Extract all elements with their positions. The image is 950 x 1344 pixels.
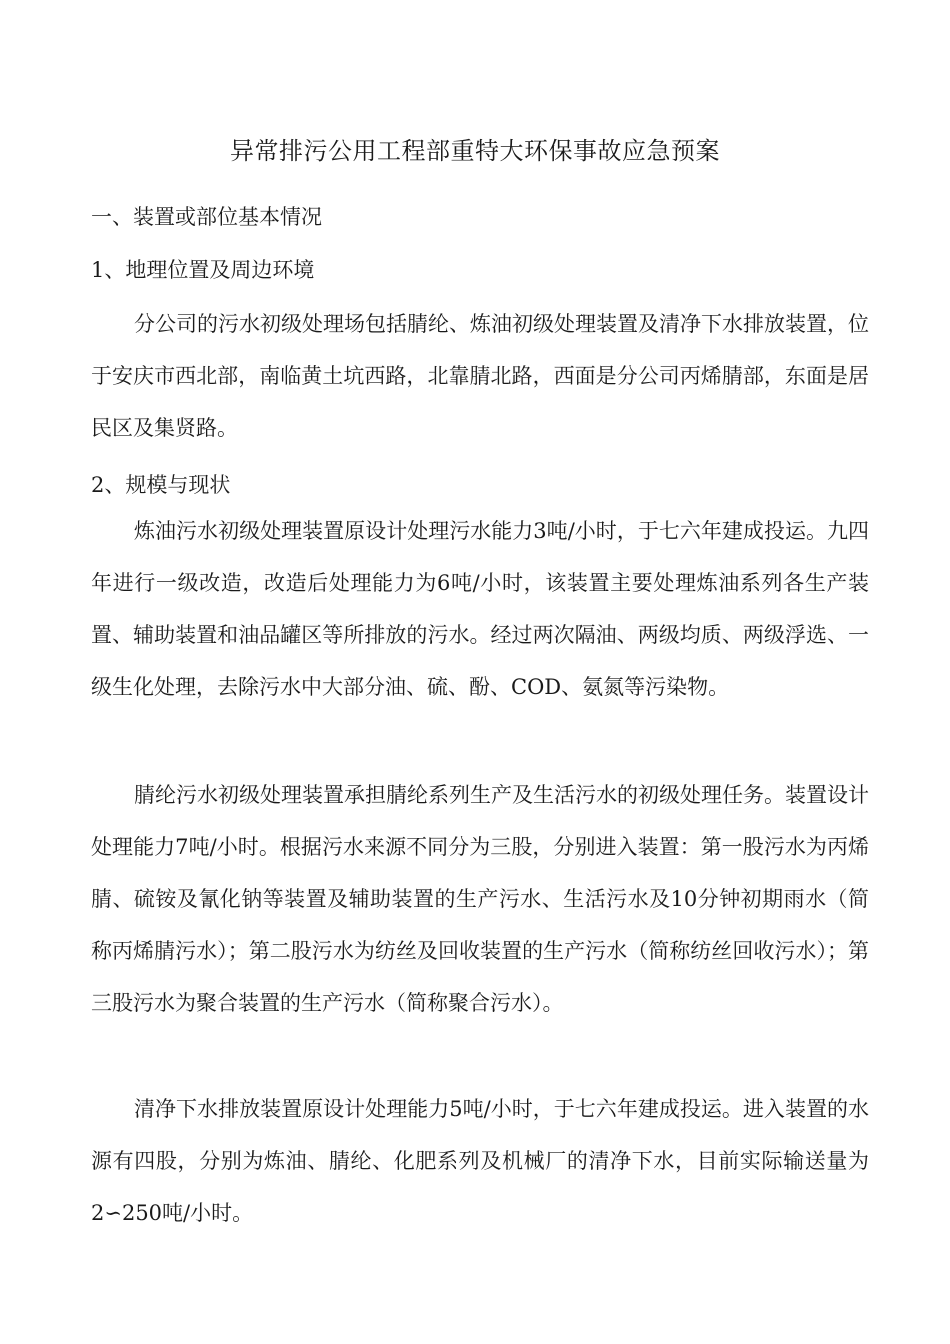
paragraph-location: 分公司的污水初级处理场包括腈纶、炼油初级处理装置及清净下水排放装置，位于安庆市西北部，南临黄土坑西路，北靠腈北路，西面是分公司丙烯腈部，东面是居民区及集贤路。 — [91, 312, 869, 440]
subsection-heading-scale: 2、规模与现状 — [91, 473, 231, 497]
section-heading-basic-info: 一、装置或部位基本情况 — [91, 205, 322, 229]
subsection-heading-location: 1、地理位置及周边环境 — [91, 258, 315, 282]
paragraph-acrylic-treatment: 腈纶污水初级处理装置承担腈纶系列生产及生活污水的初级处理任务。装置设计处理能力7吨/小时。根据污水来源不同分为三股，分别进入装置：第一股污水为丙烯腈、硫铵及氰化钠等装置及辅助装置的生产污水、生活污水及10分钟初期雨水（简称丙烯腈污水）；第二股污水为纺丝及回收装置的生产污水（简称纺丝回收污水）；第三股污水为聚合装置的生产污水（简称聚合污水）。 — [91, 783, 869, 1015]
document-title: 异常排污公用工程部重特大环保事故应急预案 — [230, 137, 720, 165]
paragraph-clean-water-discharge: 清净下水排放装置原设计处理能力5吨/小时，于七六年建成投运。进入装置的水源有四股，分别为炼油、腈纶、化肥系列及机械厂的清净下水，目前实际输送量为2∽250吨/小时。 — [91, 1097, 869, 1225]
paragraph-refinery-treatment: 炼油污水初级处理装置原设计处理污水能力3吨/小时，于七六年建成投运。九四年进行一级改造，改造后处理能力为6吨/小时，该装置主要处理炼油系列各生产装置、辅助装置和油品罐区等所排放的污水。经过两次隔油、两级均质、两级浮选、一级生化处理，去除污水中大部分油、硫、酚、COD、氨氮等污染物。 — [91, 519, 869, 699]
